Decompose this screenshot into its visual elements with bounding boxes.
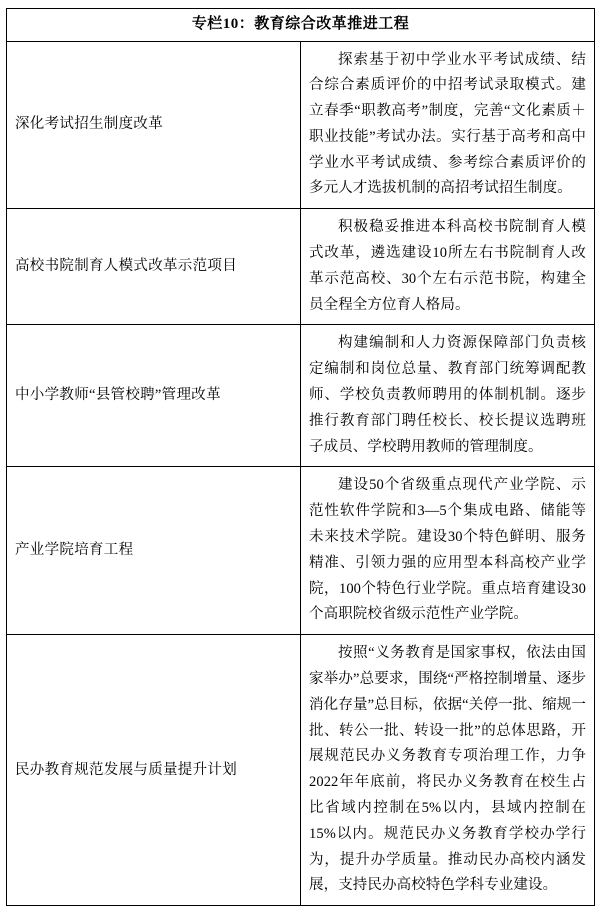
table-title: 专栏10：教育综合改革推进工程: [7, 9, 595, 42]
table-row: [7, 325, 595, 467]
row-label: 中小学教师“县管校聘”管理改革: [7, 325, 301, 467]
row-content-text: 积极稳妥推进本科高校书院制育人模式改革，遴选建设10所左右书院制育人改革示范高校、30个左右示范书院，构建全员全程全方位育人格局。: [309, 219, 586, 313]
column-box-table: [6, 8, 595, 906]
row-content-text: 建设50个省级重点现代产业学院、示范性软件学院和3—5个集成电路、储能等未来技术学院。建设30个特色鲜明、服务精准、引领力强的应用型本科高校产业学院，100个特色行业学院。重点培育建设30个高职院校省级示范性产业学院。: [309, 477, 586, 623]
table-row: [7, 635, 595, 906]
row-label: 高校书院制育人模式改革示范项目: [7, 209, 301, 325]
row-content: [301, 635, 595, 906]
row-content: [301, 325, 595, 467]
table-title-row: [7, 9, 595, 42]
row-content: [301, 41, 595, 209]
row-content-text: 构建编制和人力资源保障部门负责核定编制和岗位总量、教育部门统筹调配教师、学校负责教师聘用的体制机制。逐步推行教育部门聘任校长、校长提议选聘班子成员、学校聘用教师的管理制度。: [309, 335, 586, 455]
table-row: [7, 209, 595, 325]
row-label: 产业学院培育工程: [7, 467, 301, 635]
row-label: 民办教育规范发展与质量提升计划: [7, 635, 301, 906]
row-label: 深化考试招生制度改革: [7, 41, 301, 209]
table-row: [7, 41, 595, 209]
row-content-text: 探索基于初中学业水平考试成绩、结合综合素质评价的中招考试录取模式。建立春季“职教高考”制度，完善“文化素质＋职业技能”考试办法。实行基于高考和高中学业水平考试成绩、参考综合素质评价的多元人才选拔机制的高招考试招生制度。: [309, 51, 586, 197]
row-content: [301, 209, 595, 325]
row-content: [301, 467, 595, 635]
table-row: [7, 467, 595, 635]
row-content-text: 按照“义务教育是国家事权，依法由国家举办”总要求，围绕“严格控制增量、逐步消化存量”总目标，依据“关停一批、缩规一批、转公一批、转设一批”的总体思路，开展规范民办义务教育专项治理工作，力争2022年年底前，将民办义务教育在校生占比省域内控制在5%以内，县域内控制在15%以内。规范民办义务教育学校办学行为，提升办学质量。推动民办高校内涵发展，支持民办高校特色学科专业建设。: [309, 645, 586, 894]
